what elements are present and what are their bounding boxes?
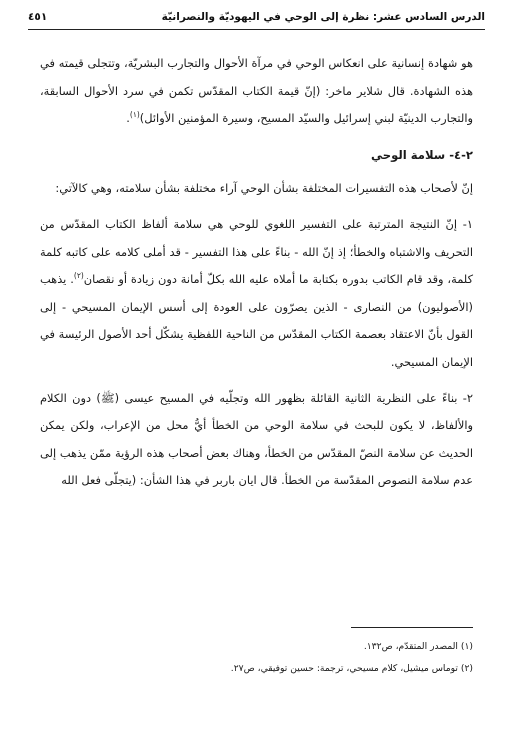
page-number: ٤٥١ xyxy=(28,11,48,23)
footnote-ref-2: (٢) xyxy=(73,271,84,281)
footnote-2: (٢) توماس ميشيل، كلام مسيحي، ترجمة: حسين توفيقي، ص٢٧. xyxy=(230,663,473,674)
body-text xyxy=(40,50,473,495)
footnote-ref-1: (١) xyxy=(129,110,140,120)
header-divider xyxy=(28,29,485,30)
footnote-1: (١) المصدر المتقدّم، ص١٣٢. xyxy=(363,641,473,652)
footnotes xyxy=(40,636,473,680)
paragraph-1: هو شهادة إنسانية على انعكاس الوحي في مرآة الأحوال والتجارب البشريّة، وتتجلى قيمته في هذه الشهادة. قال شلاير ماخر: (إنّ قيمة الكتاب المقدّس تكمن في سرد الأحوال السابقة، والتجارب الدينيّة لبني إسرائيل والسيّد المسيح، وسيرة المؤمنين الأوائل)$^{(١)}$. xyxy=(40,56,473,126)
paragraph-3: ١- إنّ النتيجة المترتبة على التفسير اللغوي للوحي هي سلامة ألفاظ الكتاب المقدّس من التحريف والاشتباه والخطأ؛ إذ إنّ الله - بناءً على هذا التفسير - قد أملى كلامه على كاتبه كلمة كلمة، وقد قام الكاتب بدوره بكتابة ما أملاه عليه الله بكلّ أمانة دون زيادة أو نقصان$^{(٢)}$. يذهب (الأصوليون) من النصارى - الذين يصرّون على العودة إلى أسس الإيمان المسيحي - إلى القول بأنّ الاعتقاد بعصمة الكتاب المقدّس من الناحية اللفظية يشكّل أحد الأصول الرئيسة في الإيمان المسيحي. xyxy=(40,216,473,369)
footnote-divider xyxy=(351,627,473,628)
running-header xyxy=(28,8,485,26)
section-heading: ٢-٤- سلامة الوحي xyxy=(371,147,473,162)
paragraph-2: إنّ لأصحاب هذه التفسيرات المختلفة بشأن الوحي آراء مختلفة بشأن سلامته، وهي كالآتي: xyxy=(55,181,473,196)
chapter-title: الدرس السادس عشر: نظرة إلى الوحي في اليهوديّة والنصرانيّة xyxy=(161,11,485,23)
paragraph-4: ٢- بناءً على النظرية الثانية القائلة بظهور الله وتجلّيه في المسيح عيسى (ﷺ) دون الكلام والألفاظ، لا يكون للبحث في سلامة الوحي من الخطأ أيُّ محل من الإعراب، ولكن يمكن الحديث عن سلامة النصّ المقدّس من الخطأ، وهناك بعض أصحاب هذه الرؤية ممّن يذهب إلى عدم سلامة النصوص المقدّسة من الخطأ. قال ايان باربر في هذا الشأن: (يتجلّى فعل الله xyxy=(40,390,473,488)
